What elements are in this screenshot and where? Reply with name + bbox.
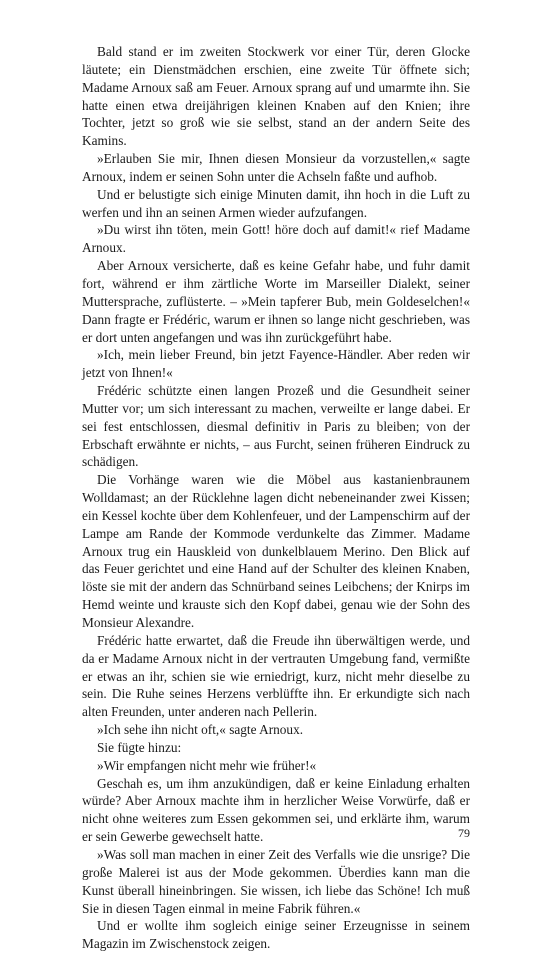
paragraph-6: »Ich, mein lieber Freund, bin jetzt Fayence-Händler. Aber reden wir jetzt von Ihnen!«: [82, 347, 470, 381]
paragraph-15: Und er wollte ihm sogleich einige seiner Erzeugnisse in seinem Magazin im Zwischenstock zeigen.: [82, 918, 470, 952]
paragraph-3: Und er belustigte sich einige Minuten damit, ihn hoch in die Luft zu werfen und ihn an seinen Armen wieder aufzufangen.: [82, 186, 470, 220]
paragraph-14: »Was soll man machen in einer Zeit des Verfalls wie die unsrige? Die große Malerei ist aus der Mode gekommen. Überdies kann man die Kunst überall hineinbringen. Sie wissen, ich liebe das Schöne! Ich muß Sie in diesen Tagen einmal in meine Fabrik führen.«: [82, 846, 470, 916]
paragraph-7: Frédéric schützte einen langen Prozeß und die Gesundheit seiner Mutter vor; um sich interessant zu machen, verweilte er lange dabei. Er sei fest entschlossen, diesmal definitiv in Paris zu bleiben; von der Erbschaft erwähnte er nichts, – aus Furcht, seinen früheren Eindruck zu schädigen.: [82, 383, 470, 470]
paragraph-12: »Wir empfangen nicht mehr wie früher!«: [97, 757, 317, 773]
paragraph-5: Aber Arnoux versicherte, daß es keine Gefahr habe, und fuhr damit fort, während er ihm zärtliche Worte im Marseiller Dialekt, seiner Muttersprache, zuflüsterte. – »Mein tapferer Bub, mein Goldeselchen!« Dann fragte er Frédéric, warum er ihnen so lange nicht geschrieben, was er dort unten angefangen und was ihn zurückgeführt habe.: [82, 258, 470, 345]
paragraph-2: »Erlauben Sie mir, Ihnen diesen Monsieur da vorzustellen,« sagte Arnoux, indem er seinen Sohn unter die Achseln faßte und aufhob.: [82, 151, 470, 184]
paragraph-10: »Ich sehe ihn nicht oft,« sagte Arnoux.: [97, 722, 304, 738]
paragraph-4: »Du wirst ihn töten, mein Gott! höre doch auf damit!« rief Madame Arnoux.: [82, 222, 470, 256]
page-number: 79: [458, 826, 470, 840]
paragraph-1: Bald stand er im zweiten Stockwerk vor einer Tür, deren Glocke läutete; ein Dienstmädchen erschien, eine zweite Tür öffnete sich; Madame Arnoux saß am Feuer. Arnoux sprang auf und umarmte ihn. Sie hatte einen etwa dreijährigen kleinen Knaben auf den Knien; ihre Tochter, jetzt so groß wie sie selbst, stand an der andern Seite des Kamins.: [82, 44, 470, 149]
paragraph-9: Frédéric hatte erwartet, daß die Freude ihn überwältigen werde, und da er Madame Arnoux nicht in der vertrauten Umgebung fand, vermißte er etwas an ihr, schien sie wie erniedrigt, kurz, nicht mehr dieselbe zu sein. Die Ruhe seines Herzens verblüffte ihn. Er erkundigte sich nach alten Freunden, unter anderen nach Pellerin.: [82, 632, 470, 720]
paragraph-13: Geschah es, um ihm anzukündigen, daß er keine Einladung erhalten würde? Aber Arnoux machte ihm in herzlicher Weise Vorwürfe, daß er nicht ohne weiteres zum Essen gekommen sei, und erklärte ihm, warum er sein Gewerbe gewechselt hatte.: [82, 775, 470, 845]
paragraph-8: Die Vorhänge waren wie die Möbel aus kastanienbraunem Wolldamast; an der Rücklehne lagen dicht nebeneinander zwei Kissen; ein Kessel kochte über dem Kohlenfeuer, und der Lampenschirm auf der Lampe am Rande der Kommode verdunkelte das Zimmer. Madame Arnoux trug ein Hauskleid von dunkelblauem Merino. Den Blick auf das Feuer gerichtet und eine Hand auf der Schulter des kleinen Knaben, löste sie mit der andern das Schnürband seines Leibchens; der Knirps im Hemd weinte und krauste sich den Kopf dabei, genau wie der Sohn des Monsieur Alexandre.: [82, 472, 470, 630]
paragraph-11: Sie fügte hinzu:: [97, 739, 182, 755]
body-text: [82, 43, 470, 953]
